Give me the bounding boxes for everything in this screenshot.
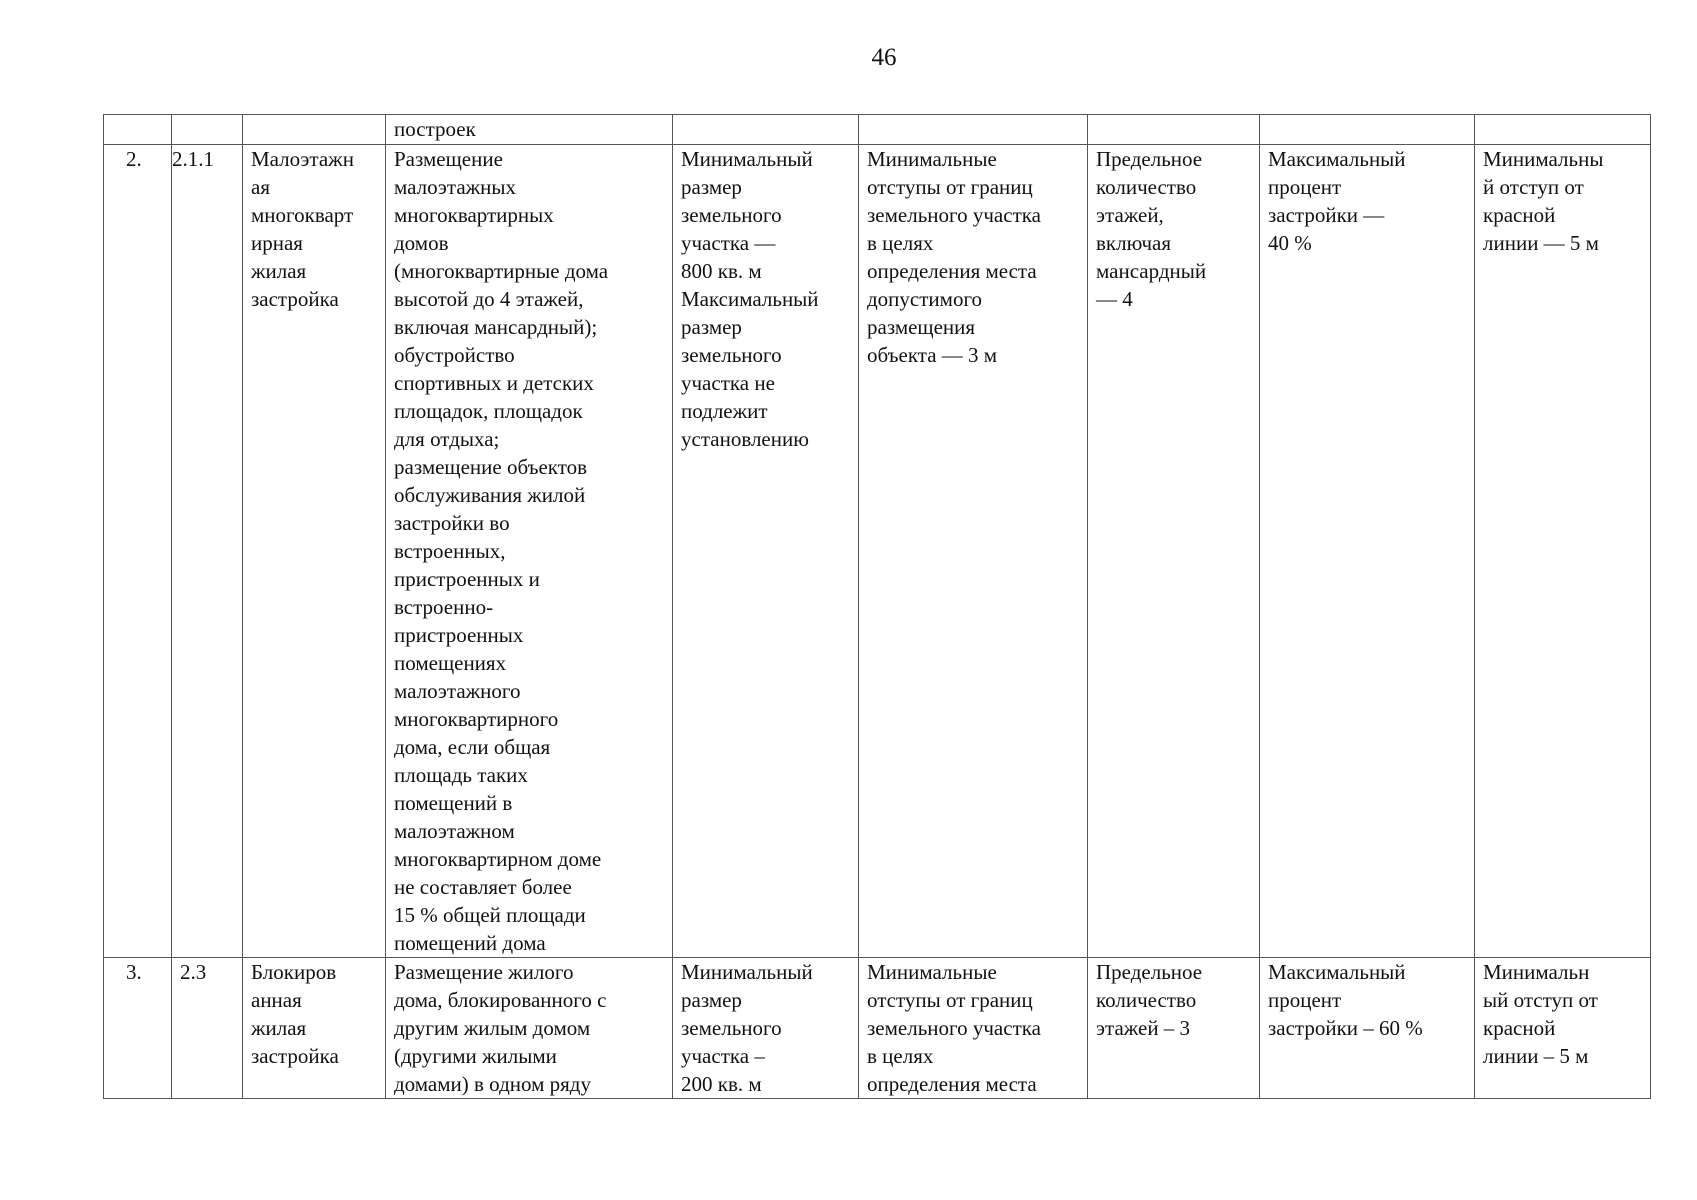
cell-coverage: Максимальный процент застройки – 60 % — [1260, 958, 1475, 1099]
cell-plot-size: Минимальный размер земельного участка – 200 кв. м — [673, 958, 859, 1099]
cell-coverage — [1260, 115, 1475, 145]
cell-num: 3. — [104, 958, 172, 1099]
table-row — [104, 145, 1651, 958]
cell-red-line: Минимальны й отступ от красной линии — 5 м — [1475, 145, 1651, 958]
cell-num: 2. — [104, 145, 172, 958]
page-number: 46 — [871, 44, 897, 71]
cell-plot-size — [673, 115, 859, 145]
cell-plot-size: Минимальный размер земельного участка — 800 кв. м Максимальный размер земельного участка не подлежит установлению — [673, 145, 859, 958]
cell-floors: Предельное количество этажей, включая мансардный — 4 — [1088, 145, 1260, 958]
cell-name — [243, 115, 386, 145]
cell-red-line: Минимальн ый отступ от красной линии – 5 м — [1475, 958, 1651, 1099]
cell-description: Размещение жилого дома, блокированного с другим жилым домом (другими жилыми домами) в одном ряду — [386, 958, 673, 1099]
cell-setbacks: Минимальные отступы от границ земельного участка в целях определения места допустимого размещения объекта — 3 м — [859, 145, 1088, 958]
cell-description: построек — [386, 115, 673, 145]
zoning-table — [103, 114, 1651, 1099]
cell-name: Блокиров анная жилая застройка — [243, 958, 386, 1099]
table-row-continued — [104, 115, 1651, 145]
cell-code: 2.3 — [172, 958, 243, 1099]
cell-description: Размещение малоэтажных многоквартирных домов (многоквартирные дома высотой до 4 этажей, включая мансардный); обустройство спортивных и детских площадок, площадок для отдыха; размещение объектов обслуживания жилой застройки во встроенных, пристроенных и встроенно- пристроенных помещениях малоэтажного многоквартирного дома, если общая площадь таких помещений в малоэтажном многоквартирном доме не составляет более 15 % общей площади помещений дома — [386, 145, 673, 958]
cell-setbacks: Минимальные отступы от границ земельного участка в целях определения места — [859, 958, 1088, 1099]
cell-red-line — [1475, 115, 1651, 145]
cell-floors: Предельное количество этажей – 3 — [1088, 958, 1260, 1099]
cell-num — [104, 115, 172, 145]
cell-coverage: Максимальный процент застройки — 40 % — [1260, 145, 1475, 958]
cell-setbacks — [859, 115, 1088, 145]
cell-name: Малоэтажн ая многокварт ирная жилая застройка — [243, 145, 386, 958]
table-row — [104, 958, 1651, 1099]
cell-code: 2.1.1 — [172, 145, 243, 958]
cell-code — [172, 115, 243, 145]
cell-floors — [1088, 115, 1260, 145]
